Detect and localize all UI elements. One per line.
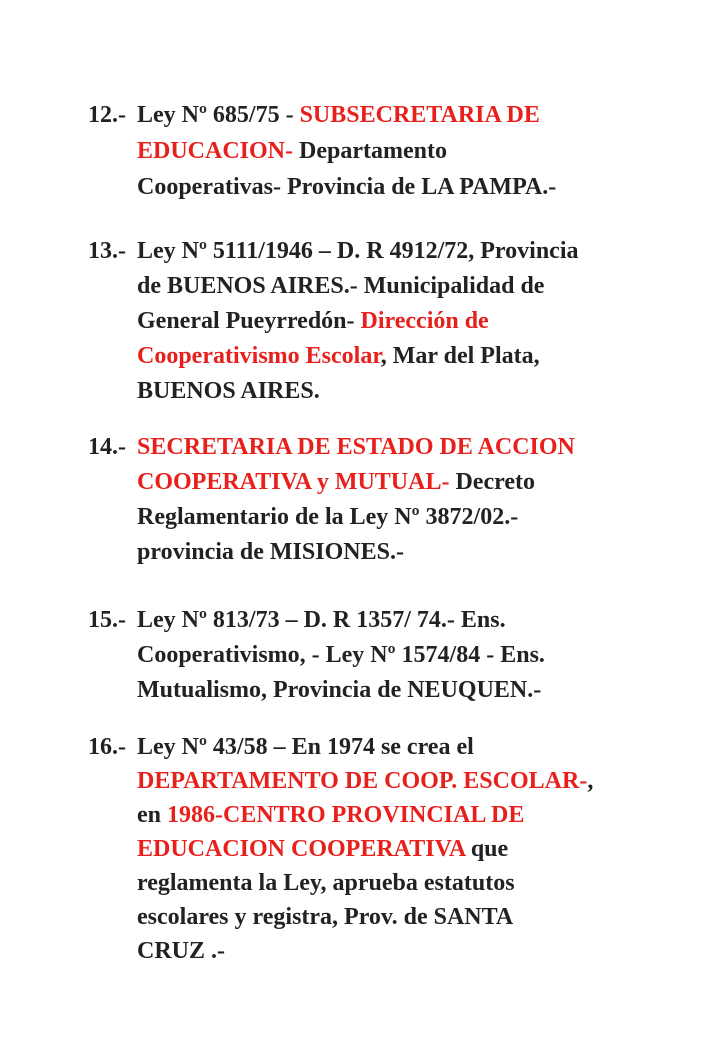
text-segment: Cooperativas- Provincia de LA PAMPA.-	[137, 174, 557, 200]
text-segment: Departamento	[293, 138, 447, 164]
item-line	[137, 102, 540, 129]
text-segment: Ley Nº 43/58 – En 1974 se crea el	[137, 734, 474, 760]
text-segment: reglamenta la Ley, aprueba estatutos	[137, 870, 515, 896]
text-segment: Mutualismo, Provincia de NEUQUEN.-	[137, 677, 542, 703]
item-line	[137, 174, 556, 201]
text-segment: ,	[587, 768, 594, 794]
text-segment: Cooperativismo, - Ley Nº 1574/84 - Ens.	[137, 642, 545, 668]
item-number: 13.-	[88, 238, 126, 264]
text-segment: CRUZ .-	[137, 938, 225, 964]
text-segment: Decreto	[449, 469, 535, 495]
text-segment: en	[137, 802, 167, 828]
text-segment: provincia de MISIONES.-	[137, 539, 404, 565]
item-line	[137, 138, 447, 165]
item-number: 15.-	[88, 607, 126, 633]
item-line	[137, 768, 593, 795]
text-segment: , Mar del Plata,	[380, 343, 540, 369]
item-line	[137, 904, 513, 931]
item-line	[137, 642, 545, 669]
highlight-segment: SECRETARIA DE ESTADO DE ACCION	[137, 434, 575, 460]
item-line	[137, 802, 524, 829]
item-line	[137, 734, 474, 761]
highlight-segment: EDUCACION-	[137, 138, 293, 164]
text-segment: Ley Nº 813/73 – D. R 1357/ 74.- Ens.	[137, 607, 506, 633]
item-line	[137, 273, 544, 300]
highlight-segment: DEPARTAMENTO DE COOP. ESCOLAR-	[137, 768, 588, 794]
text-segment: escolares y registra, Prov. de SANTA	[137, 904, 514, 930]
highlight-segment: Dirección de	[360, 308, 489, 334]
item-line	[137, 343, 540, 370]
item-number: 16.-	[88, 734, 126, 760]
item-line	[137, 504, 518, 531]
item-line	[137, 238, 578, 265]
text-segment: Ley Nº 685/75 -	[137, 102, 300, 128]
item-number: 14.-	[88, 434, 126, 460]
item-line	[137, 434, 575, 461]
item-line	[137, 308, 489, 335]
highlight-segment: SUBSECRETARIA DE	[299, 102, 540, 128]
text-segment: BUENOS AIRES.	[137, 378, 320, 404]
item-number: 12.-	[88, 102, 126, 128]
text-segment: Ley Nº 5111/1946 – D. R 4912/72, Provincia	[137, 238, 579, 264]
item-line	[137, 469, 535, 496]
highlight-segment: COOPERATIVA y MUTUAL-	[137, 469, 450, 495]
item-line	[137, 539, 404, 566]
highlight-segment: 1986-CENTRO PROVINCIAL DE	[167, 802, 525, 828]
item-line	[137, 870, 515, 897]
text-segment: que	[464, 836, 509, 862]
item-line	[137, 836, 508, 863]
highlight-segment: Cooperativismo Escolar	[137, 343, 381, 369]
text-segment: de BUENOS AIRES.- Municipalidad de	[137, 273, 545, 299]
item-line	[137, 938, 225, 965]
text-segment: Reglamentario de la Ley Nº 3872/02.-	[137, 504, 519, 530]
item-line	[137, 607, 506, 634]
item-line	[137, 378, 320, 405]
text-segment: General Pueyrredón-	[137, 308, 361, 334]
highlight-segment: EDUCACION COOPERATIVA	[137, 836, 465, 862]
item-line	[137, 677, 541, 704]
